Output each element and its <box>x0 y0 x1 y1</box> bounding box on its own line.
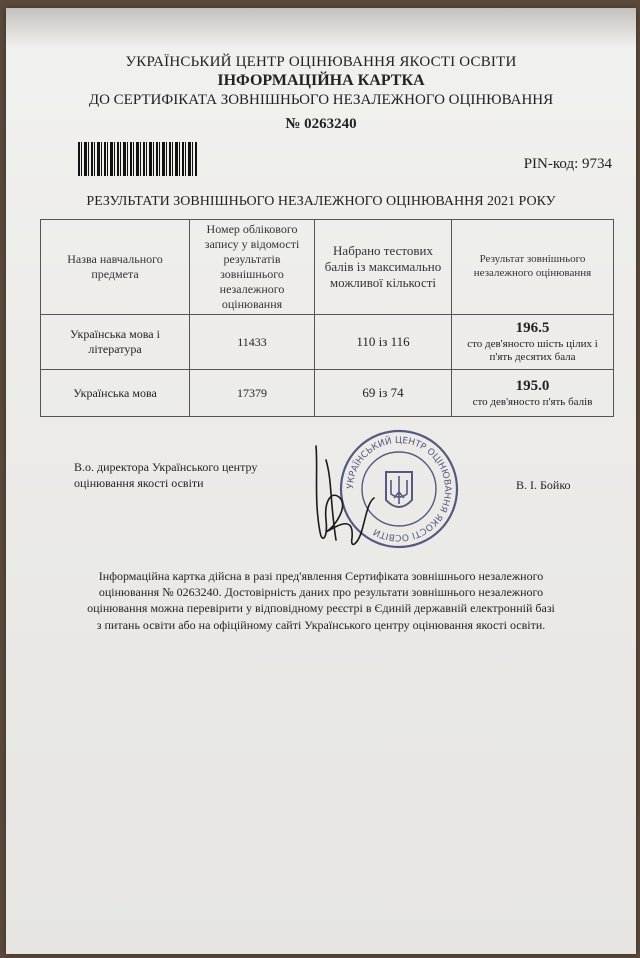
signature-icon <box>296 440 396 552</box>
certificate-number: № 0263240 <box>285 116 357 132</box>
table-header-row <box>41 220 614 315</box>
certificate-page <box>6 8 636 954</box>
table-row <box>41 315 614 370</box>
header-subject: Назва навчального предмета <box>41 220 190 315</box>
svg-text:УКРАЇНСЬКИЙ ЦЕНТР ОЦІНЮВАННЯ Я: УКРАЇНСЬКИЙ ЦЕНТР ОЦІНЮВАННЯ ЯКОСТІ ОСВІТИ <box>345 435 453 543</box>
table-row <box>41 370 614 417</box>
footer-line: оцінювання можна перевірити у відповідному реєстрі в Єдиній державній електронній базі <box>87 601 555 616</box>
record-cell: 11433 <box>190 315 315 370</box>
footer-line: з питань освіти або на офіційному сайті Українського центру оцінювання якості освіти. <box>96 617 546 632</box>
organization-name: УКРАЇНСЬКИЙ ЦЕНТР ОЦІНЮВАННЯ ЯКОСТІ ОСВІТИ <box>125 54 517 70</box>
barcode <box>78 142 198 176</box>
result-words: сто дев'яносто шість цілих і п'ять десятих бала <box>467 337 598 364</box>
signatory-position-line: оцінювання якості освіти <box>74 475 204 490</box>
subject-cell: Українська мова <box>41 370 190 417</box>
document-title: ІНФОРМАЦІЙНА КАРТКА <box>217 72 425 89</box>
score-cell: 110 із 116 <box>315 315 452 370</box>
header-score: Набрано тестових балів із максимально можливої кількості <box>315 220 452 315</box>
results-title: РЕЗУЛЬТАТИ ЗОВНІШНЬОГО НЕЗАЛЕЖНОГО ОЦІНЮВАННЯ 2021 РОКУ <box>86 194 556 209</box>
paper-shadow <box>6 8 636 48</box>
score-cell: 69 із 74 <box>315 370 452 417</box>
result-words: сто дев'яносто п'ять балів <box>472 395 593 408</box>
result-cell <box>452 315 614 370</box>
pin-code: PIN-код: 9734 <box>523 156 612 172</box>
result-cell <box>452 370 614 417</box>
signatory-position-line: В.о. директора Українського центру <box>74 460 258 474</box>
results-table <box>40 219 614 417</box>
footer-line: Інформаційна картка дійсна в разі пред'явлення Сертифіката зовнішнього незалежного <box>98 569 544 583</box>
header-result: Результат зовнішнього незалежного оцінювання <box>452 220 614 315</box>
result-value: 195.0 <box>515 377 550 394</box>
record-cell: 17379 <box>190 370 315 417</box>
result-value: 196.5 <box>515 319 550 336</box>
subject-cell: Українська мова і література <box>41 315 190 370</box>
footer-line: оцінювання № 0263240. Достовірність даних про результати зовнішнього незалежного <box>98 585 544 600</box>
signatory-name: В. І. Бойко <box>516 478 571 492</box>
document-subtitle: ДО СЕРТИФІКАТА ЗОВНІШНЬОГО НЕЗАЛЕЖНОГО ОЦІНЮВАННЯ <box>88 92 554 108</box>
header-record: Номер облікового запису у відомості результатів зовнішнього незалежного оцінювання <box>190 220 315 315</box>
signatory-position <box>74 460 257 491</box>
footer-note <box>46 568 596 633</box>
